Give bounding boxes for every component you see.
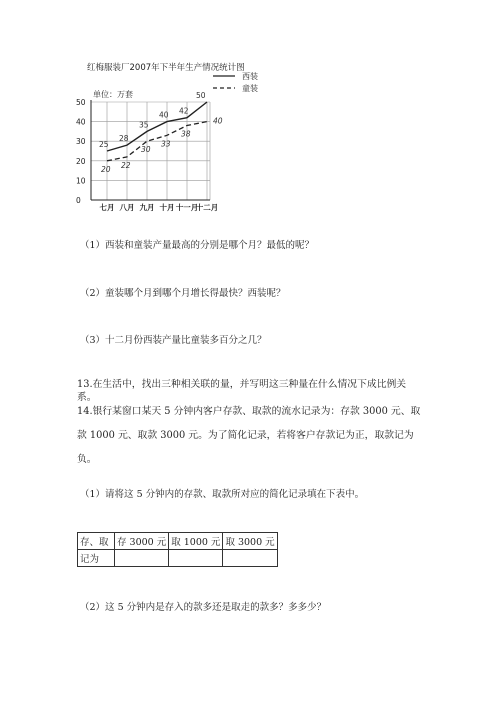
table-cell: 取 1000 元 xyxy=(169,533,223,550)
y-tick-label: 40 xyxy=(76,117,86,127)
data-label: 30 xyxy=(141,145,151,155)
y-axis-ticks xyxy=(76,98,86,205)
legend-label: 童装 xyxy=(242,84,258,93)
data-label: 28 xyxy=(119,134,129,144)
data-label: 35 xyxy=(139,120,149,130)
record-table xyxy=(77,532,278,567)
problem-14-line-2: 款 1000 元、取款 3000 元。为了简化记录，若将客户存款记为正，取款记为 xyxy=(77,430,414,441)
problem-14-sub-2: （2）这 5 分钟内是存入的款多还是取走的款多？多多少？ xyxy=(80,602,327,613)
data-label: 38 xyxy=(181,129,191,139)
x-tick-label: 九月 xyxy=(139,203,155,212)
question-1: （1）西装和童装产量最高的分别是哪个月？最低的呢？ xyxy=(80,240,315,251)
table-cell: 记为 xyxy=(78,550,115,567)
problem-14-line-3: 负。 xyxy=(77,454,97,465)
data-label: 40 xyxy=(159,110,169,120)
problem-13-line-2: 系。 xyxy=(77,392,97,403)
y-tick-label: 10 xyxy=(76,176,86,186)
data-label: 40 xyxy=(213,116,223,126)
x-tick-label: 七月 xyxy=(99,203,115,212)
y-tick-label: 20 xyxy=(76,156,86,166)
x-tick-label: 十一月 xyxy=(175,203,199,212)
table-input-cell[interactable] xyxy=(223,550,277,567)
table-cell: 取 3000 元 xyxy=(223,533,277,550)
y-tick-label: 50 xyxy=(76,98,86,107)
table-cell: 存、取 xyxy=(78,533,115,550)
chart-unit-label: 单位：万套 xyxy=(93,90,133,99)
line-chart xyxy=(0,0,500,230)
table-row xyxy=(78,533,278,550)
problem-14-sub-1: （1）请将这 5 分钟内的存款、取款所对应的简化记录填在下表中。 xyxy=(80,489,365,500)
data-label: 25 xyxy=(99,140,109,149)
legend-label: 西装 xyxy=(242,72,258,81)
x-axis-ticks xyxy=(100,202,219,212)
y-tick-label: 30 xyxy=(76,137,86,147)
chart-legend xyxy=(213,71,258,93)
problem-14-line-1: 14.银行某窗口某天 5 分钟内客户存款、取款的流水记录为：存款 3000 元、取 xyxy=(77,406,421,417)
series-line-1 xyxy=(107,102,207,151)
data-label: 20 xyxy=(101,164,111,174)
chart-title: 红梅服装厂2007年下半年生产情况统计图 xyxy=(87,63,245,73)
data-label: 33 xyxy=(161,139,171,149)
table-input-cell[interactable] xyxy=(115,550,169,567)
data-label: 50 xyxy=(196,91,206,100)
data-label: 22 xyxy=(121,160,131,170)
chart-series xyxy=(99,91,223,174)
x-tick-label: 十二月 xyxy=(195,203,219,212)
x-tick-label: 八月 xyxy=(119,203,135,212)
table-row xyxy=(78,550,278,567)
problem-13-line-1: 13.在生活中，找出三种相关联的量，并写明这三种量在什么情况下成比例关 xyxy=(77,379,407,390)
y-tick-label: 0 xyxy=(76,196,81,205)
data-label: 42 xyxy=(179,106,189,116)
table-input-cell[interactable] xyxy=(169,550,223,567)
table-cell: 存 3000 元 xyxy=(115,533,169,550)
question-2: （2）童装哪个月到哪个月增长得最快？西装呢？ xyxy=(80,288,286,299)
x-tick-label: 十月 xyxy=(159,203,175,212)
question-3: （3）十二月份西装产量比童装多百分之几？ xyxy=(80,335,267,346)
